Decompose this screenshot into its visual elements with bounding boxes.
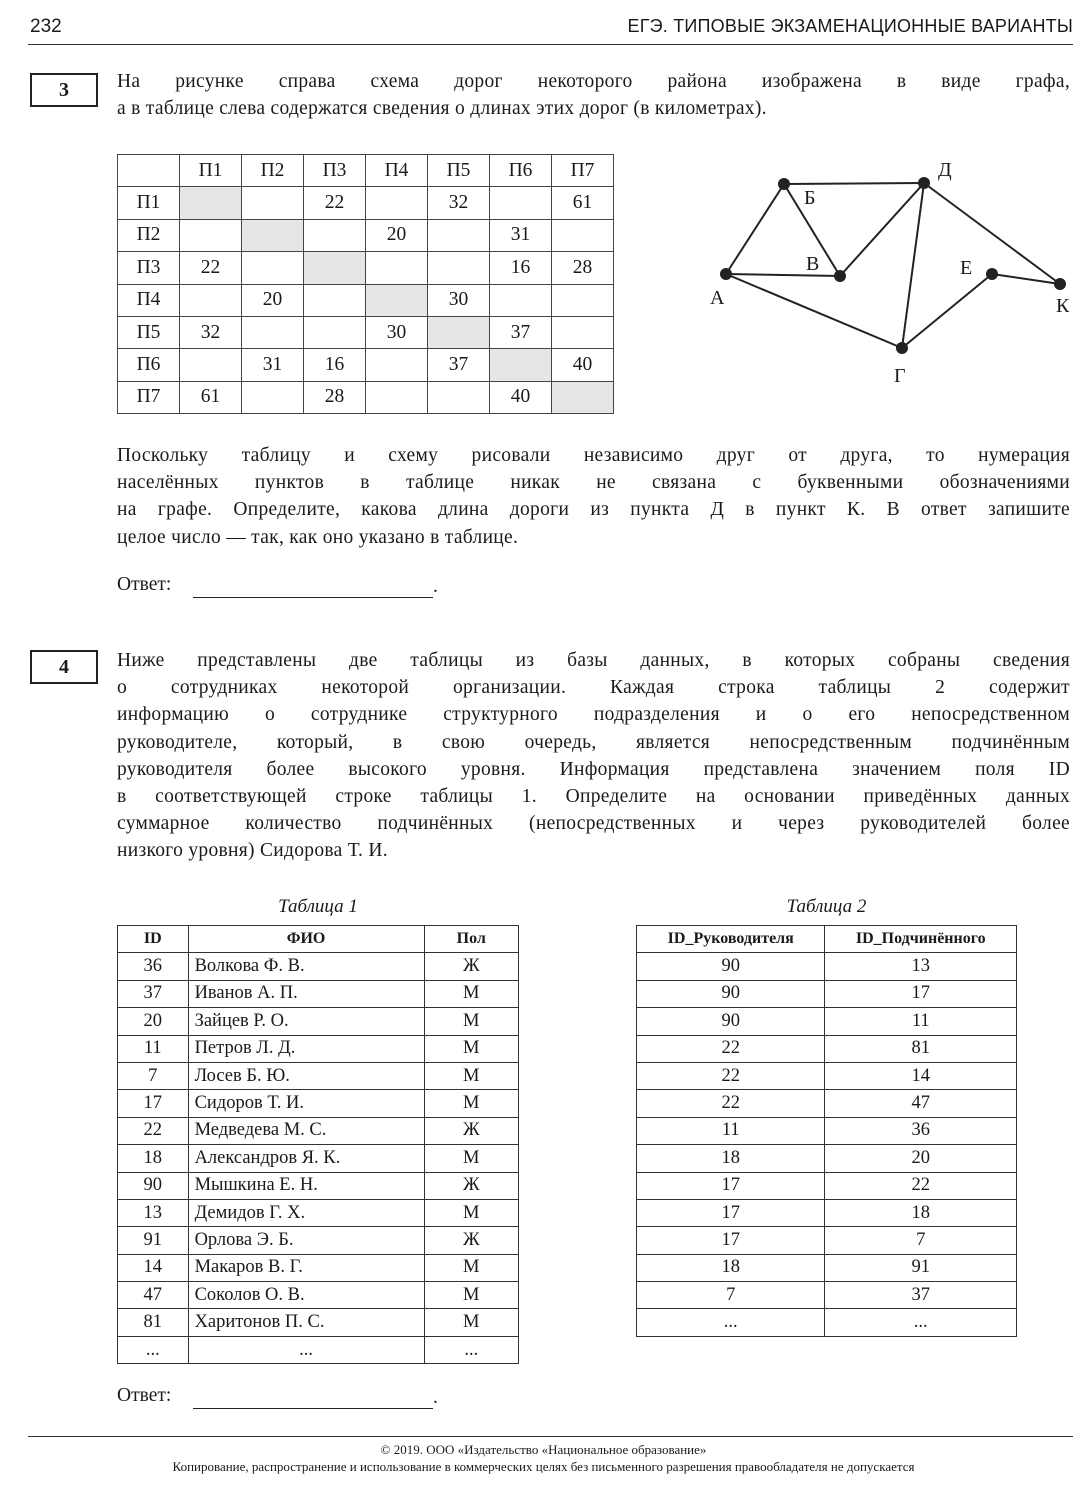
distance-table-cell <box>304 284 366 316</box>
table-row <box>118 1199 519 1226</box>
table-cell: 22 <box>637 1062 825 1089</box>
distance-table-row-header: П6 <box>118 349 180 381</box>
table-row <box>118 953 519 980</box>
table-cell: Харитонов П. С. <box>188 1309 424 1336</box>
distance-table-cell: 40 <box>552 349 614 381</box>
table-2-caption: Таблица 2 <box>786 896 867 917</box>
table-cell: 90 <box>637 980 825 1007</box>
table-cell: М <box>424 1254 518 1281</box>
task-4-body-line: низкого уровня) Сидорова Т. И. <box>117 840 388 862</box>
table-cell: 18 <box>637 1145 825 1172</box>
distance-table-cell <box>552 219 614 251</box>
task-4-body <box>117 647 1070 865</box>
distance-table-cell <box>366 381 428 413</box>
table-cell: 7 <box>825 1227 1017 1254</box>
table-cell: 11 <box>118 1035 189 1062</box>
distance-table-cell <box>242 187 304 219</box>
distance-table-cell: 32 <box>428 187 490 219</box>
table-cell: Петров Л. Д. <box>188 1035 424 1062</box>
table-cell: Ж <box>424 1117 518 1144</box>
table-cell: 13 <box>825 953 1017 980</box>
distance-table-cell <box>304 316 366 348</box>
task-4-answer-period: . <box>433 1387 438 1408</box>
distance-table-cell: 37 <box>490 316 552 348</box>
distance-table-cell: 20 <box>242 284 304 316</box>
distance-table-row-header: П7 <box>118 381 180 413</box>
table-cell: Лосев Б. Ю. <box>188 1062 424 1089</box>
table-cell: 22 <box>825 1172 1017 1199</box>
table-1-header: Пол <box>424 926 518 953</box>
edge-g-d <box>902 183 924 348</box>
table-cell: Макаров В. Г. <box>188 1254 424 1281</box>
table-row <box>118 1282 519 1309</box>
distance-table-cell <box>552 316 614 348</box>
edge-g-e <box>902 274 992 348</box>
table-cell: М <box>424 1282 518 1309</box>
task-3-body-line: целое число — так, как оно указано в таблице. <box>117 526 519 548</box>
table-row <box>118 1309 519 1336</box>
table-row <box>118 1062 519 1089</box>
table-cell: 20 <box>118 1008 189 1035</box>
task-3-body-line: на графе. Определите, какова длина дороги из пункта Д в пункт К. В ответ запишите <box>117 499 1070 521</box>
task-4-body-line: руководителе, который, в свою очередь, является непосредственным подчинённым <box>117 731 1070 753</box>
distance-table-cell <box>242 381 304 413</box>
edge-v-d <box>840 183 924 276</box>
table-row <box>637 1062 1017 1089</box>
table-row <box>637 1254 1017 1281</box>
task-3-body-line: населённых пунктов в таблице никак не связана с буквенными обозначениями <box>117 472 1070 494</box>
distance-table-cell: 40 <box>490 381 552 413</box>
distance-table-header: П7 <box>552 155 614 187</box>
task-4-answer-label: Ответ: <box>117 1385 172 1406</box>
table-cell: ... <box>118 1336 189 1363</box>
table-cell: Сидоров Т. И. <box>188 1090 424 1117</box>
task-3-number: 3 <box>30 73 98 107</box>
distance-table-cell: 32 <box>180 316 242 348</box>
table-cell: Александров Я. К. <box>188 1145 424 1172</box>
distance-table-header: П6 <box>490 155 552 187</box>
table-cell: М <box>424 1145 518 1172</box>
table-cell: Волкова Ф. В. <box>188 953 424 980</box>
table-cell: 81 <box>118 1309 189 1336</box>
table-cell: М <box>424 1090 518 1117</box>
task-3-answer-period: . <box>433 576 438 597</box>
footer-copyright: © 2019. ООО «Издательство «Национальное образование» <box>380 1442 707 1457</box>
page-number: 232 <box>30 16 62 37</box>
task-4-body-line: в соответствующей строке таблицы 1. Определите на основании приведённых данных <box>117 786 1070 808</box>
node-label-k: К <box>1056 295 1070 317</box>
table-cell: 18 <box>637 1254 825 1281</box>
table-cell: 11 <box>637 1117 825 1144</box>
distance-table-cell <box>304 219 366 251</box>
table-cell: 22 <box>637 1035 825 1062</box>
table-1-header: ID <box>118 926 189 953</box>
table-cell: 90 <box>637 953 825 980</box>
table-cell: 11 <box>825 1008 1017 1035</box>
edge-b-d <box>784 183 924 184</box>
distance-table-cell <box>180 187 242 219</box>
table-cell: 36 <box>118 953 189 980</box>
distance-table-cell <box>490 349 552 381</box>
table-cell: 17 <box>118 1090 189 1117</box>
running-header: ЕГЭ. ТИПОВЫЕ ЭКЗАМЕНАЦИОННЫЕ ВАРИАНТЫ <box>627 16 1073 36</box>
distance-table-cell <box>428 316 490 348</box>
table-cell: Ж <box>424 953 518 980</box>
table-row <box>637 1008 1017 1035</box>
distance-table-cell <box>428 252 490 284</box>
table-cell: Зайцев Р. О. <box>188 1008 424 1035</box>
table-cell: 90 <box>118 1172 189 1199</box>
table-1-caption: Таблица 1 <box>278 896 358 917</box>
task-4-body-line: суммарное количество подчинённых (непосредственных и через руководителей более <box>117 813 1070 835</box>
table-row <box>118 1008 519 1035</box>
distance-table-row-header: П3 <box>118 252 180 284</box>
distance-table-cell: 30 <box>366 316 428 348</box>
edge-a-g <box>726 274 902 348</box>
distance-table-cell: 30 <box>428 284 490 316</box>
task-4-answer-field[interactable] <box>193 1408 433 1409</box>
table-cell: 81 <box>825 1035 1017 1062</box>
distance-table-cell <box>304 252 366 284</box>
table-row <box>118 1090 519 1117</box>
distance-table-cell <box>366 252 428 284</box>
table-cell: ... <box>424 1336 518 1363</box>
distance-table-cell: 61 <box>180 381 242 413</box>
distance-table-cell <box>552 381 614 413</box>
table-2-header: ID_Руководителя <box>637 926 825 953</box>
distance-table-row-header: П5 <box>118 316 180 348</box>
distance-table-cell <box>180 284 242 316</box>
table-1 <box>117 925 519 1364</box>
distance-table-cell <box>552 284 614 316</box>
node-k <box>1054 278 1066 290</box>
task-3-intro-line: На рисунке справа схема дорог некоторого района изображена в виде графа, <box>117 71 1070 92</box>
distance-table-cell: 28 <box>552 252 614 284</box>
table-cell: 18 <box>118 1145 189 1172</box>
distance-table-cell <box>366 284 428 316</box>
node-label-e: Е <box>960 257 973 279</box>
table-cell: 37 <box>118 980 189 1007</box>
task-4-body-line: руководителя более высокого уровня. Информация представлена значением поля ID <box>117 758 1070 780</box>
distance-table-row-header: П4 <box>118 284 180 316</box>
edge-a-v <box>726 274 840 276</box>
node-b <box>778 178 790 190</box>
task-3-intro-line: а в таблице слева содержатся сведения о длинах этих дорог (в километрах). <box>117 98 767 120</box>
table-cell: 20 <box>825 1145 1017 1172</box>
table-cell: ... <box>188 1336 424 1363</box>
table-cell: 47 <box>118 1282 189 1309</box>
table-cell: 91 <box>118 1227 189 1254</box>
table-row <box>118 1035 519 1062</box>
task-4-body-line: информацию о сотруднике структурного подразделения и о его непосредственном <box>117 704 1070 726</box>
table-row <box>118 980 519 1007</box>
task-3-intro <box>117 68 1070 122</box>
table-row <box>118 1117 519 1144</box>
table-cell: Ж <box>424 1227 518 1254</box>
table-cell: 13 <box>118 1199 189 1226</box>
distance-table-header: П3 <box>304 155 366 187</box>
table-cell: Медведева М. С. <box>188 1117 424 1144</box>
table-cell: Иванов А. П. <box>188 980 424 1007</box>
header-rule <box>28 44 1073 45</box>
table-row <box>637 1282 1017 1309</box>
table-row <box>118 1227 519 1254</box>
table-cell: 22 <box>118 1117 189 1144</box>
table-row <box>637 1145 1017 1172</box>
table-row <box>637 1117 1017 1144</box>
distance-table-cell <box>428 381 490 413</box>
table-cell: 36 <box>825 1117 1017 1144</box>
distance-table-cell: 37 <box>428 349 490 381</box>
table-row <box>637 1199 1017 1226</box>
edge-a-b <box>726 184 784 274</box>
distance-table-cell <box>428 219 490 251</box>
distance-table-cell: 22 <box>304 187 366 219</box>
road-graph <box>700 150 1087 390</box>
task-4-body-line: Ниже представлены две таблицы из базы данных, в которых собраны сведения <box>117 650 1070 671</box>
table-cell: Соколов О. В. <box>188 1282 424 1309</box>
task-3-answer-label: Ответ: <box>117 574 172 595</box>
table-row <box>637 953 1017 980</box>
distance-table-cell: 20 <box>366 219 428 251</box>
distance-table-cell: 28 <box>304 381 366 413</box>
task-4-number: 4 <box>30 650 98 684</box>
distance-table-cell: 22 <box>180 252 242 284</box>
footer-rule <box>28 1436 1073 1437</box>
distance-table-cell <box>490 187 552 219</box>
table-cell: Орлова Э. Б. <box>188 1227 424 1254</box>
table-cell: 47 <box>825 1090 1017 1117</box>
distance-table-row-header: П1 <box>118 187 180 219</box>
node-e <box>986 268 998 280</box>
footer-notice: Копирование, распространение и использование в коммерческих целях без письменного разрешения правообладателя не допускается <box>172 1459 915 1474</box>
distance-table-cell <box>490 284 552 316</box>
table-cell: 37 <box>825 1282 1017 1309</box>
table-cell: Демидов Г. Х. <box>188 1199 424 1226</box>
node-v <box>834 270 846 282</box>
table-cell: М <box>424 1035 518 1062</box>
table-cell: 14 <box>825 1062 1017 1089</box>
table-row <box>637 1309 1017 1336</box>
distance-table-cell <box>366 349 428 381</box>
table-row <box>118 1336 519 1363</box>
table-cell: М <box>424 1309 518 1336</box>
table-2-header: ID_Подчинённого <box>825 926 1017 953</box>
table-cell: 14 <box>118 1254 189 1281</box>
table-cell: 7 <box>118 1062 189 1089</box>
graph-edges <box>726 183 1060 348</box>
table-cell: Ж <box>424 1172 518 1199</box>
distance-table-cell <box>242 219 304 251</box>
table-2 <box>636 925 1017 1337</box>
table-cell: М <box>424 980 518 1007</box>
table-cell: 17 <box>637 1199 825 1226</box>
node-label-b: Б <box>804 187 816 209</box>
node-a <box>720 268 732 280</box>
table-row <box>118 1172 519 1199</box>
node-label-g: Г <box>894 365 906 387</box>
distance-table-cell <box>242 252 304 284</box>
table-cell: М <box>424 1008 518 1035</box>
distance-table-header <box>118 155 180 187</box>
distance-table-cell <box>180 219 242 251</box>
distance-table-cell: 16 <box>304 349 366 381</box>
table-1-header: ФИО <box>188 926 424 953</box>
node-label-d: Д <box>938 159 952 181</box>
table-cell: 17 <box>637 1227 825 1254</box>
table-cell: 7 <box>637 1282 825 1309</box>
distance-table-header: П4 <box>366 155 428 187</box>
task-4-body-line: о сотрудниках некоторой организации. Каждая строка таблицы 2 содержит <box>117 677 1070 699</box>
distance-table-cell: 31 <box>490 219 552 251</box>
table-cell: 18 <box>825 1199 1017 1226</box>
table-cell: М <box>424 1062 518 1089</box>
node-d <box>918 177 930 189</box>
table-row <box>118 1254 519 1281</box>
table-row <box>637 1090 1017 1117</box>
distance-table-cell: 61 <box>552 187 614 219</box>
table-cell: ... <box>637 1309 825 1336</box>
distance-table-cell <box>366 187 428 219</box>
node-label-v: В <box>806 253 820 275</box>
distance-table-row-header: П2 <box>118 219 180 251</box>
table-cell: 17 <box>825 980 1017 1007</box>
distance-table-cell <box>242 316 304 348</box>
table-cell: М <box>424 1199 518 1226</box>
table-row <box>637 1172 1017 1199</box>
table-row <box>637 980 1017 1007</box>
distance-table-header: П2 <box>242 155 304 187</box>
node-label-a: А <box>710 287 725 309</box>
node-g <box>896 342 908 354</box>
distance-table <box>117 154 614 414</box>
distance-table-header: П1 <box>180 155 242 187</box>
task-3-body <box>117 442 1070 551</box>
table-cell: ... <box>825 1309 1017 1336</box>
table-row <box>637 1035 1017 1062</box>
distance-table-cell: 16 <box>490 252 552 284</box>
table-row <box>637 1227 1017 1254</box>
distance-table-cell: 31 <box>242 349 304 381</box>
distance-table-cell <box>180 349 242 381</box>
table-cell: 22 <box>637 1090 825 1117</box>
table-cell: 91 <box>825 1254 1017 1281</box>
table-cell: Мышкина Е. Н. <box>188 1172 424 1199</box>
task-3-body-line: Поскольку таблицу и схему рисовали независимо друг от друга, то нумерация <box>117 445 1070 466</box>
task-3-answer-field[interactable] <box>193 597 433 598</box>
distance-table-header: П5 <box>428 155 490 187</box>
table-row <box>118 1145 519 1172</box>
table-cell: 17 <box>637 1172 825 1199</box>
table-cell: 90 <box>637 1008 825 1035</box>
